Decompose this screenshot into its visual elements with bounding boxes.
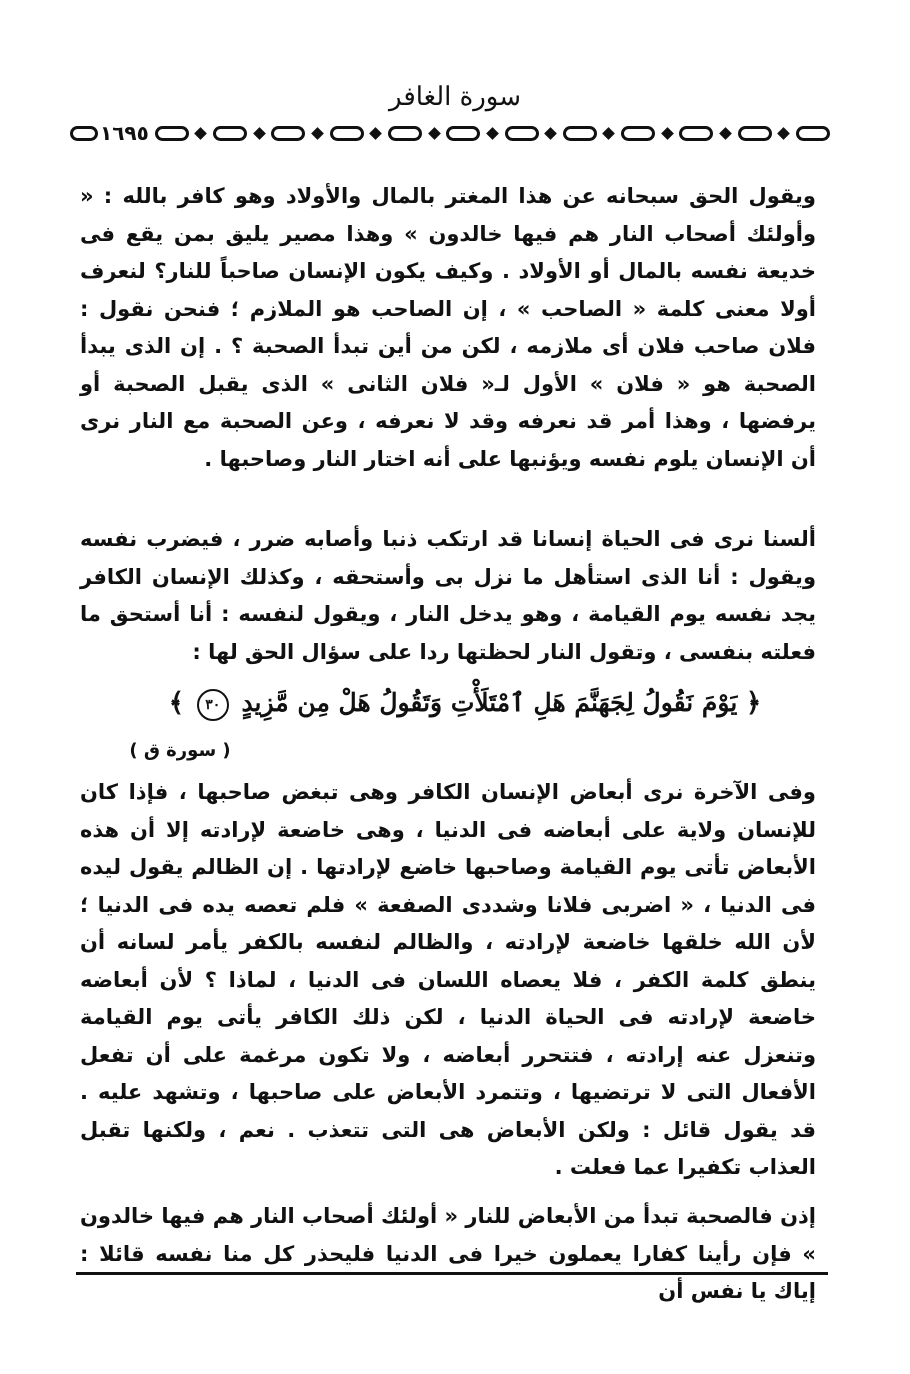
ornament-diamond <box>195 127 208 140</box>
ornament-link <box>271 126 305 141</box>
verse-text: يَوْمَ نَقُولُ لِجَهَنَّمَ هَلِ ٱمْتَلَأْتِ وَتَقُولُ هَلْ مِن مَّزِيدٍ <box>241 688 738 717</box>
ornament-diamond <box>777 127 790 140</box>
quran-verse <box>120 688 810 721</box>
paragraph-text: ألسنا نرى فى الحياة إنسانا قد ارتكب ذنبا وأصابه ضرر ، فيضرب نفسه ويقول : أنا الذى استأهل ما نزل بى وأستحقه ، وكذلك الإنسان الكافر يجد نفسه يوم القيامة ، وهو يدخل النار ، ويقول لنفسه : أنا أستحق ما فعلته بنفسى ، وتقول النار لحظتها ردا على سؤال الحق لها : <box>80 527 816 664</box>
ornament-diamond <box>369 127 382 140</box>
paragraph-4 <box>80 1198 816 1311</box>
ornament-link <box>505 126 539 141</box>
ornament-chain <box>155 126 830 141</box>
ornament-link <box>330 126 364 141</box>
ornament-link <box>738 126 772 141</box>
verse-close-bracket: ﴾ <box>168 688 184 718</box>
paragraph-text: إذن فالصحبة تبدأ من الأبعاض للنار « أولئك أصحاب النار هم فيها خالدون » فإن رأينا كفارا يعملون خيرا فى الدنيا فليحذر كل منا نفسه قائلا : إياك يا نفس أن <box>80 1204 816 1303</box>
verse-open-bracket: ﴿ <box>746 688 762 718</box>
ornament-link <box>446 126 480 141</box>
surah-reference: ( سورة ق ) <box>129 740 231 761</box>
ornament-link <box>621 126 655 141</box>
verse-number: ٣٠ <box>197 689 229 721</box>
ornament-link <box>563 126 597 141</box>
ornament-diamond <box>311 127 324 140</box>
paragraph-2 <box>80 521 816 671</box>
ornament-diamond <box>253 127 266 140</box>
header-ornament-border <box>70 118 830 148</box>
footer-rule <box>76 1272 828 1275</box>
ornament-diamond <box>719 127 732 140</box>
ornament-diamond <box>486 127 499 140</box>
ornament-link <box>796 126 830 141</box>
ornament-link <box>679 126 713 141</box>
ornament-diamond <box>661 127 674 140</box>
ornament-link <box>213 126 247 141</box>
paragraph-1 <box>80 178 816 478</box>
paragraph-3 <box>80 774 816 1187</box>
surah-title: سورة الغافر <box>388 82 522 112</box>
paragraph-text: وفى الآخرة نرى أبعاض الإنسان الكافر وهى تبغض صاحبها ، فإذا كان للإنسان ولاية على أبعاضه فى الدنيا ، وهى خاضعة لإرادته إلا أن هذه الأبعاض تأتى يوم القيامة وصاحبها خاضع لإرادتها . إن الظالم يقول ليده فى الدنيا ، « اضربى فلانا وشددى الصفعة » فلم تعصه يده فى الدنيا ؛ لأن الله خلقها خاضعة لإرادته ، والظالم لنفسه بالكفر يأمر لسانه أن ينطق كلمة الكفر ، فلا يعصاه اللسان فى الدنيا ، لماذا ؟ لأن أبعاضه خاضعة لإرادته فى الحياة الدنيا ، لكن ذلك الكافر يأتى يوم القيامة وتنعزل عنه إرادته ، فتتحرر أبعاضه ، ولا تكون مرغمة على أن تفعل الأفعال التى لا ترتضيها ، وتتمرد الأبعاض على صاحبها ، وتشهد عليه . قد يقول قائل : ولكن الأبعاض هى التى تتعذب . نعم ، ولكنها تقبل العذاب تكفيرا عما فعلت . <box>80 780 816 1179</box>
page-number: ١٦٩٥ <box>100 121 149 145</box>
ornament-diamond <box>428 127 441 140</box>
ornament-link <box>388 126 422 141</box>
ornament-link <box>155 126 189 141</box>
paragraph-text: ويقول الحق سبحانه عن هذا المغتر بالمال والأولاد وهو كافر بالله : « وأولئك أصحاب النار هم فيها خالدون » وهذا مصير يليق بمن يقع فى خديعة نفسه بالمال أو الأولاد . وكيف يكون الإنسان صاحباً للنار؟ لنعرف أولا معنى كلمة « الصاحب » ، إن الصاحب هو الملازم ؛ فنحن نقول : فلان صاحب فلان أى ملازمه ، لكن من أين تبدأ الصحبة ؟ . إن الذى يبدأ الصحبة هو « فلان » الأول لـ« فلان الثانى » الذى يقبل الصحبة أو يرفضها ، وهذا أمر قد نعرفه وقد لا نعرفه ، وعن الصحبة مع النار نرى أن الإنسان يلوم نفسه ويؤنبها على أنه اختار النار وصاحبها . <box>80 184 816 471</box>
ornament-diamond <box>544 127 557 140</box>
ornament-link <box>70 126 98 141</box>
ornament-diamond <box>603 127 616 140</box>
